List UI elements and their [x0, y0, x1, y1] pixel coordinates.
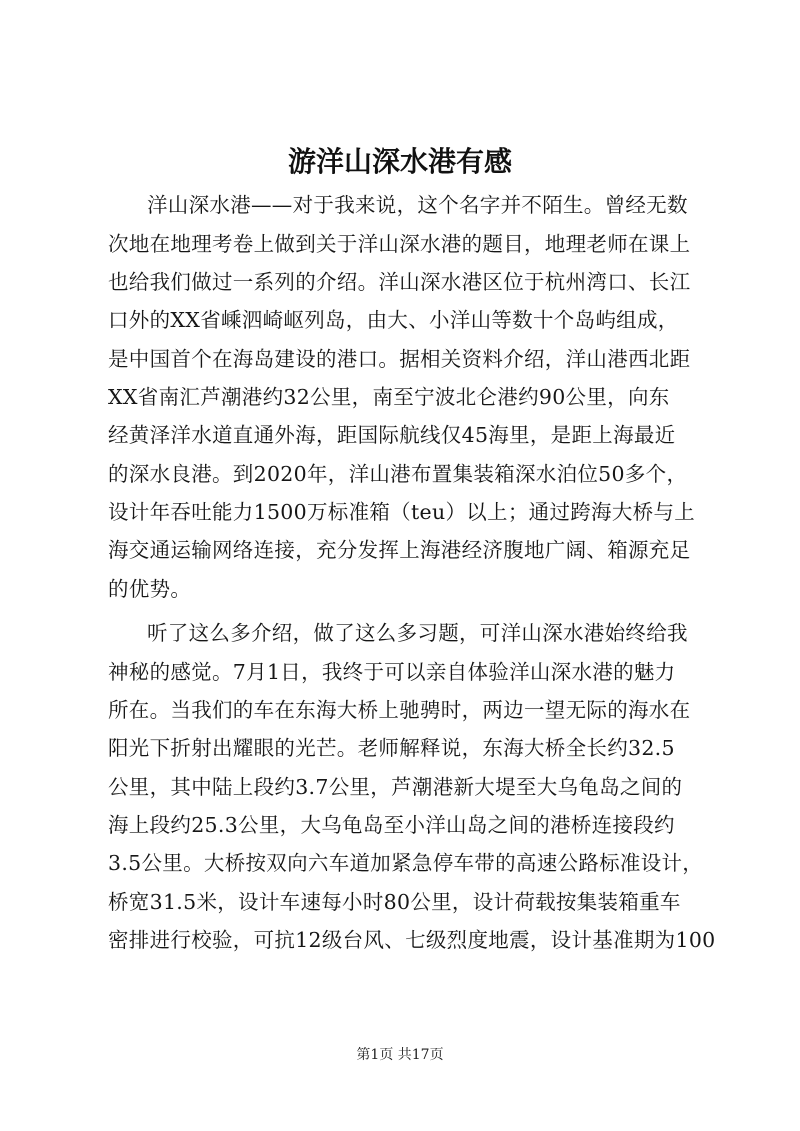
- paragraph-line: 是中国首个在海岛建设的港口。据相关资料介绍，洋山港西北距: [108, 347, 691, 371]
- paragraph-line: 的优势。: [108, 577, 192, 601]
- paragraph-line: 海上段约25.3公里，大乌龟岛至小洋山岛之间的港桥连接段约: [108, 813, 675, 837]
- paragraph-line: 经黄泽洋水道直通外海，距国际航线仅45海里，是距上海最近: [108, 423, 676, 447]
- paragraph-line: 也给我们做过一系列的介绍。洋山深水港区位于杭州湾口、长江: [108, 270, 691, 294]
- paragraph-line: 海交通运输网络连接，充分发挥上海港经济腹地广阔、箱源充足: [108, 538, 691, 562]
- paragraph-line: 的深水良港。到2020年，洋山港布置集装箱深水泊位50多个，: [108, 462, 688, 486]
- paragraph-line: 3.5公里。大桥按双向六车道加紧急停车带的高速公路标准设计，: [108, 851, 704, 875]
- paragraph-line: 洋山深水港——对于我来说，这个名字并不陌生。曾经无数: [147, 193, 688, 217]
- paragraph-line: 神秘的感觉。7月1日，我终于可以亲自体验洋山深水港的魅力: [108, 660, 676, 684]
- page-number-footer: 第1页 共17页: [356, 1047, 444, 1063]
- paragraph-line: 公里，其中陆上段约3.7公里，芦潮港新大堤至大乌龟岛之间的: [108, 775, 683, 799]
- paragraph-line: 密排进行校验，可抗12级台风、七级烈度地震，设计基准期为100: [108, 928, 716, 952]
- paragraph-line: 桥宽31.5米，设计车速每小时80公里，设计荷载按集装箱重车: [108, 890, 681, 914]
- paragraph-line: 阳光下折射出耀眼的光芒。老师解释说，东海大桥全长约32.5: [108, 736, 675, 760]
- document-title: 游洋山深水港有感: [287, 145, 512, 178]
- paragraph-line: XX省南汇芦潮港约32公里，南至宁波北仑港约90公里，向东: [108, 385, 670, 409]
- paragraph-line: 设计年吞吐能力1500万标准箱（teu）以上；通过跨海大桥与上: [108, 500, 696, 524]
- paragraph-line: 口外的XX省嵊泗崎岖列岛，由大、小洋山等数十个岛屿组成，: [108, 308, 679, 332]
- paragraph-line: 听了这么多介绍，做了这么多习题，可洋山深水港始终给我: [147, 621, 688, 645]
- paragraph-line: 次地在地理考卷上做到关于洋山深水港的题目，地理老师在课上: [108, 232, 691, 256]
- paragraph-line: 所在。当我们的车在东海大桥上驰骋时，两边一望无际的海水在: [108, 698, 691, 722]
